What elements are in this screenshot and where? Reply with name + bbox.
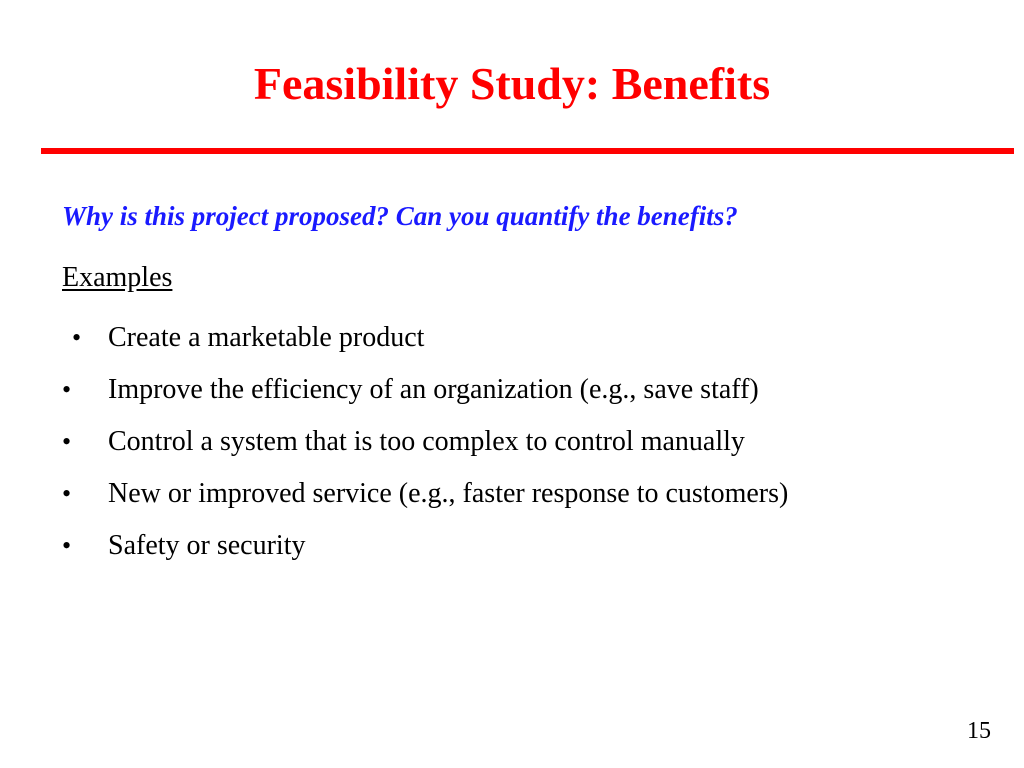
title-divider: [41, 148, 1014, 154]
bullet-text: New or improved service (e.g., faster response to customers): [108, 478, 789, 509]
page-number: 15: [967, 718, 991, 744]
examples-label: Examples: [62, 262, 173, 293]
bullet-text: Create a marketable product: [108, 322, 425, 353]
slide-question: Why is this project proposed? Can you quantify the benefits?: [62, 201, 738, 231]
bullet-dot: •: [62, 427, 72, 456]
bullet-dot: •: [72, 323, 82, 352]
bullet-text: Control a system that is too complex to control manually: [108, 426, 745, 457]
bullet-dot: •: [62, 479, 72, 508]
slide-title: Feasibility Study: Benefits: [253, 58, 771, 109]
bullet-dot: •: [62, 531, 72, 560]
bullet-text: Improve the efficiency of an organization (e.g., save staff): [108, 374, 759, 405]
bullet-dot: •: [62, 375, 72, 404]
bullet-text: Safety or security: [108, 530, 306, 561]
